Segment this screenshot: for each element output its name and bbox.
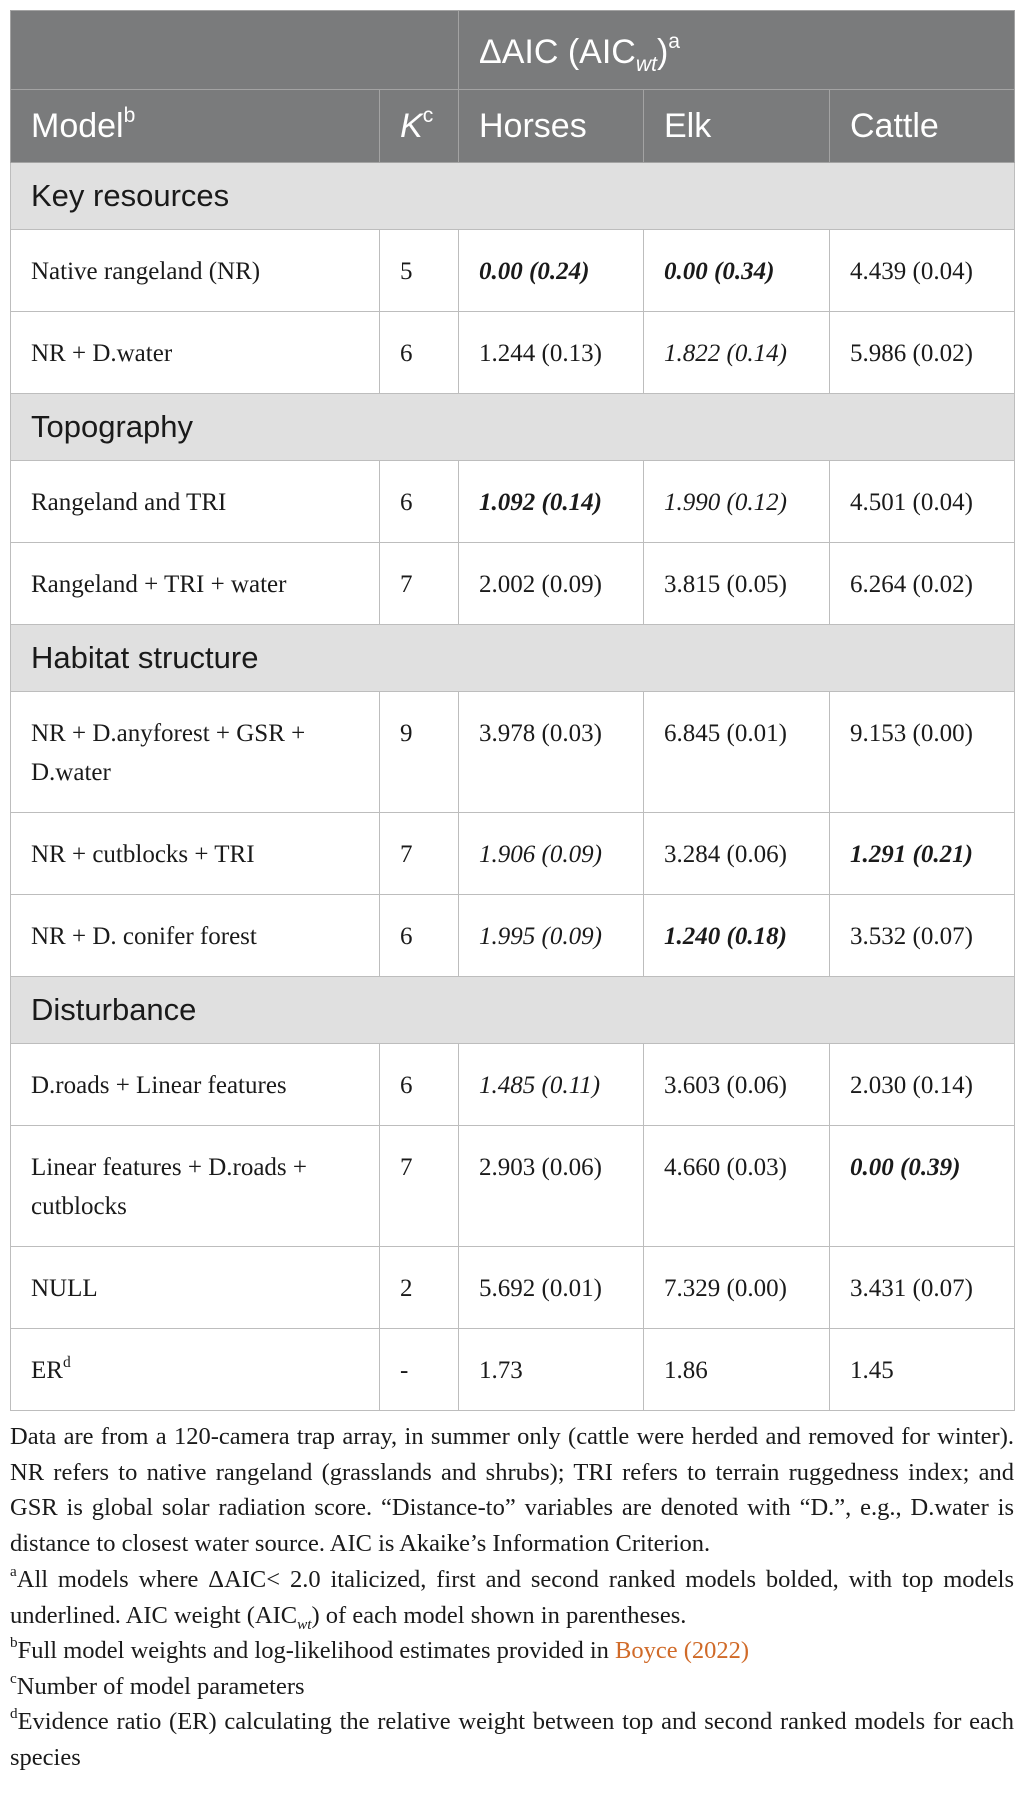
cell-cattle: 3.431 (0.07) <box>830 1247 1015 1329</box>
table-row <box>11 692 1015 813</box>
cell-cattle: 4.439 (0.04) <box>830 230 1015 312</box>
column-header-cattle: Cattle <box>830 90 1015 163</box>
footnote-a: $^a$All models where ΔAIC< 2.0 italicized, first and second ranked models bolded, with top models underlined. AIC weight $(AIC_{wt})$ of each model shown in parentheses. <box>10 1563 1014 1633</box>
cell-horses: 1.485 (0.11) <box>459 1044 644 1126</box>
cell-horses: 3.978 (0.03) <box>459 692 644 813</box>
column-header-model: Model$^b$ <box>11 90 380 163</box>
cell-horses: 2.002 (0.09) <box>459 543 644 625</box>
table-row <box>11 895 1015 977</box>
cell-k: 6 <box>380 1044 459 1126</box>
cell-horses: 1.995 (0.09) <box>459 895 644 977</box>
cell-k: 2 <box>380 1247 459 1329</box>
table-row <box>11 1247 1015 1329</box>
cell-elk: 3.815 (0.05) <box>644 543 830 625</box>
cell-cattle: 1.291 (0.21) <box>830 813 1015 895</box>
column-header-k: $K^c$ <box>380 90 459 163</box>
cell-model: D.roads + Linear features <box>11 1044 380 1126</box>
section-title: Habitat structure <box>11 625 1015 692</box>
cell-model: $ER^d$ <box>11 1329 380 1411</box>
cell-elk: 3.284 (0.06) <box>644 813 830 895</box>
cell-cattle: 2.030 (0.14) <box>830 1044 1015 1126</box>
cell-k: - <box>380 1329 459 1411</box>
cell-elk: 4.660 (0.03) <box>644 1126 830 1247</box>
cell-cattle: 9.153 (0.00) <box>830 692 1015 813</box>
section-header-row <box>11 977 1015 1044</box>
cell-cattle: 3.532 (0.07) <box>830 895 1015 977</box>
cell-cattle: 1.45 <box>830 1329 1015 1411</box>
cell-horses: 1.73 <box>459 1329 644 1411</box>
cell-model: NR + D.anyforest + GSR + D.water <box>11 692 380 813</box>
table-row <box>11 230 1015 312</box>
cell-elk: 1.990 (0.12) <box>644 461 830 543</box>
section-title: Topography <box>11 394 1015 461</box>
column-header-elk: Elk <box>644 90 830 163</box>
table-row <box>11 1126 1015 1247</box>
cell-elk: 0.00 (0.34) <box>644 230 830 312</box>
cell-elk: 7.329 (0.00) <box>644 1247 830 1329</box>
cell-elk: 6.845 (0.01) <box>644 692 830 813</box>
cell-horses: 1.244 (0.13) <box>459 312 644 394</box>
cell-k: 7 <box>380 1126 459 1247</box>
section-header-row <box>11 163 1015 230</box>
table-row <box>11 461 1015 543</box>
cell-model: Linear features + D.roads + cutblocks <box>11 1126 380 1247</box>
table-row <box>11 312 1015 394</box>
table-row <box>11 1329 1015 1411</box>
cell-k: 7 <box>380 543 459 625</box>
cell-model: Rangeland and TRI <box>11 461 380 543</box>
table-wrapper <box>10 10 1014 1775</box>
cell-model: NR + D. conifer forest <box>11 895 380 977</box>
header-blank-cell <box>11 11 459 90</box>
cell-model: NR + cutblocks + TRI <box>11 813 380 895</box>
cell-k: 6 <box>380 895 459 977</box>
cell-elk: 1.86 <box>644 1329 830 1411</box>
table-body <box>11 163 1015 1411</box>
cell-model: Native rangeland (NR) <box>11 230 380 312</box>
cell-model: Rangeland + TRI + water <box>11 543 380 625</box>
cell-model: NULL <box>11 1247 380 1329</box>
table-row <box>11 1044 1015 1126</box>
table-row <box>11 813 1015 895</box>
cell-k: 6 <box>380 461 459 543</box>
citation-link[interactable]: Boyce (2022) <box>615 1637 750 1664</box>
footnote-d: $^d$Evidence ratio (ER) calculating the relative weight between top and second ranked models for each species <box>10 1705 1014 1771</box>
cell-horses: 1.092 (0.14) <box>459 461 644 543</box>
section-title: Key resources <box>11 163 1015 230</box>
cell-k: 6 <box>380 312 459 394</box>
header-row-group <box>11 11 1015 90</box>
header-row-columns <box>11 90 1015 163</box>
footnote-c: $^c$Number of model parameters <box>10 1669 305 1700</box>
cell-cattle: 4.501 (0.04) <box>830 461 1015 543</box>
column-header-horses: Horses <box>459 90 644 163</box>
table-row <box>11 543 1015 625</box>
cell-model: NR + D.water <box>11 312 380 394</box>
header-group-delta-aic: ΔAIC $(AIC_{wt})^a$ <box>459 11 1015 90</box>
cell-k: 7 <box>380 813 459 895</box>
cell-horses: 5.692 (0.01) <box>459 1247 644 1329</box>
section-title: Disturbance <box>11 977 1015 1044</box>
cell-elk: 1.822 (0.14) <box>644 312 830 394</box>
cell-elk: 1.240 (0.18) <box>644 895 830 977</box>
cell-k: 9 <box>380 692 459 813</box>
cell-cattle: 0.00 (0.39) <box>830 1126 1015 1247</box>
cell-elk: 3.603 (0.06) <box>644 1044 830 1126</box>
cell-horses: 1.906 (0.09) <box>459 813 644 895</box>
cell-cattle: 6.264 (0.02) <box>830 543 1015 625</box>
cell-horses: 2.903 (0.06) <box>459 1126 644 1247</box>
cell-horses: 0.00 (0.24) <box>459 230 644 312</box>
footnote-b: $^b$Full model weights and log-likelihood estimates provided in Boyce (2022) <box>10 1634 750 1664</box>
section-header-row <box>11 625 1015 692</box>
aic-table <box>10 10 1015 1411</box>
table-footnotes <box>10 1419 1014 1775</box>
footnote-main: Data are from a 120-camera trap array, in summer only (cattle were herded and removed for winter). NR refers to native rangeland (grasslands and shrubs); TRI refers to terrain ruggedness index; and GSR is global solar radiation score. “Distance-to” variables are denoted with “D.”, e.g., D.water is distance to closest water source. AIC is Akaike’s Information Criterion. <box>10 1423 1014 1557</box>
section-header-row <box>11 394 1015 461</box>
cell-cattle: 5.986 (0.02) <box>830 312 1015 394</box>
cell-k: 5 <box>380 230 459 312</box>
